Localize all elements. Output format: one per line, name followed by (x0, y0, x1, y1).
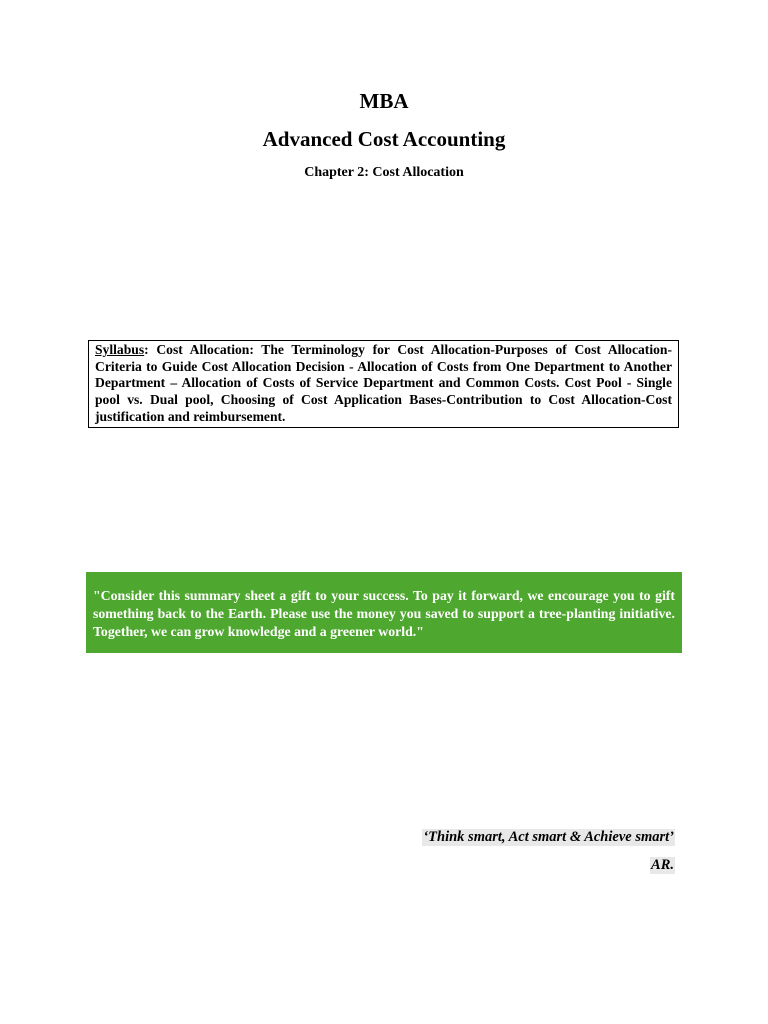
motto-text: ‘Think smart, Act smart & Achieve smart’ (423, 829, 674, 845)
syllabus-text: : Cost Allocation: The Terminology for Cost Allocation-Purposes of Cost Allocation- Criteria to Guide Cost Allocation Decision - Allocation of Costs from One Department to Another Department – Allocation of Costs of Service Department and Common Costs. Cost Pool - Single pool vs. Dual pool, Choosing of Cost Application Bases-Contribution to Cost Allocation-Cost justification and reimbursement. (95, 342, 672, 424)
gift-quote-text: "Consider this summary sheet a gift to your success. To pay it forward, we encourage you to gift something back to the Earth. Please use the money you saved to support a tree-planting initiative. Together, we can grow knowledge and a greener world." (93, 588, 675, 639)
gift-quote-box (86, 572, 682, 653)
course-title: Advanced Cost Accounting (262, 127, 506, 151)
author-initials: AR. (651, 857, 674, 873)
program-title: MBA (359, 89, 409, 113)
chapter-title: Chapter 2: Cost Allocation (304, 165, 464, 180)
syllabus-label: Syllabus (95, 342, 145, 357)
syllabus-box (88, 340, 679, 428)
